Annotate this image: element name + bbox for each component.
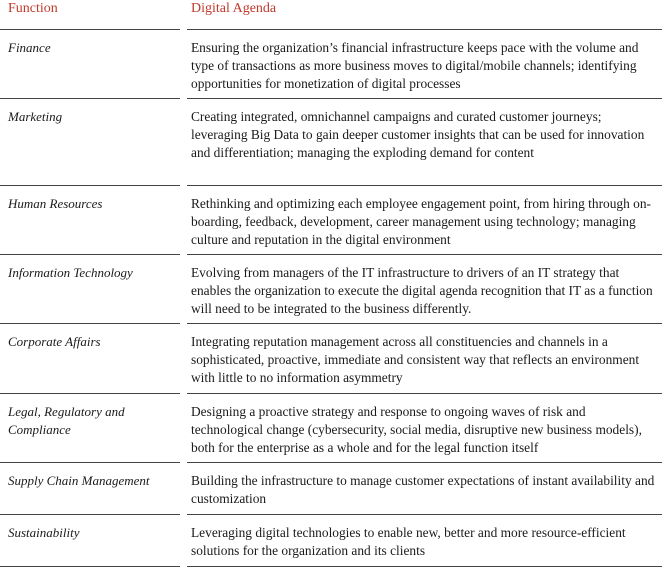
agenda-cell: Creating integrated, omnichannel campaigns and curated customer journeys; leveraging Big Data to gain deeper customer insights that can be used for innovation and differentiation; managing the exploding demand for content xyxy=(191,109,645,160)
row-divider-right xyxy=(187,462,662,463)
row-divider-left xyxy=(0,393,180,394)
row-divider-right xyxy=(187,185,662,186)
row-divider-right xyxy=(187,98,662,99)
row-divider-right xyxy=(187,514,662,515)
function-cell: Human Resources xyxy=(8,196,103,211)
agenda-cell: Rethinking and optimizing each employee engagement point, from hiring through on-boarding, feedback, development, career management using technology; managing culture and reputation in the digital environment xyxy=(191,196,652,247)
row-divider-left xyxy=(0,323,180,324)
function-cell: Information Technology xyxy=(8,265,133,280)
agenda-cell: Building the infrastructure to manage customer expectations of instant availability and customization xyxy=(191,473,655,506)
row-divider-right xyxy=(187,254,662,255)
agenda-cell: Designing a proactive strategy and response to ongoing waves of risk and technological change (cybersecurity, social media, disruptive new business models), both for the enterprise as a whole and for the legal function itself xyxy=(191,404,642,455)
agenda-cell: Integrating reputation management across all constituencies and channels in a sophisticated, proactive, immediate and consistent way that reflects an environment with little to no information asymmetry xyxy=(191,334,640,385)
function-cell: Finance xyxy=(8,40,51,55)
row-divider-right xyxy=(187,29,662,30)
bottom-divider-right xyxy=(187,566,662,567)
row-divider-left xyxy=(0,462,180,463)
row-divider-right xyxy=(187,393,662,394)
agenda-column-header: Digital Agenda xyxy=(191,1,277,16)
table-header xyxy=(0,0,664,22)
agenda-cell: Ensuring the organization’s financial infrastructure keeps pace with the volume and type of transactions as more business moves to digital/mobile channels; identifying opportunities for monetization of digital processes xyxy=(191,40,639,91)
function-column-header: Function xyxy=(8,1,58,16)
row-divider-left xyxy=(0,29,180,30)
row-divider-left xyxy=(0,185,180,186)
row-divider-right xyxy=(187,323,662,324)
function-cell: Corporate Affairs xyxy=(8,334,101,349)
row-divider-left xyxy=(0,254,180,255)
row-divider-left xyxy=(0,98,180,99)
agenda-cell: Leveraging digital technologies to enable new, better and more resource-efficient solutions for the organization and its clients xyxy=(191,525,626,558)
function-cell: Marketing xyxy=(8,109,63,124)
agenda-cell: Evolving from managers of the IT infrastructure to drivers of an IT strategy that enables the organization to execute the digital agenda recognition that IT as a function will need to be integrated to the business differently. xyxy=(191,265,653,316)
function-cell: Supply Chain Management xyxy=(8,473,150,488)
row-divider-left xyxy=(0,514,180,515)
function-cell: Sustainability xyxy=(8,525,80,540)
bottom-divider-left xyxy=(0,566,180,567)
function-cell: Legal, Regulatory and Compliance xyxy=(8,404,125,437)
